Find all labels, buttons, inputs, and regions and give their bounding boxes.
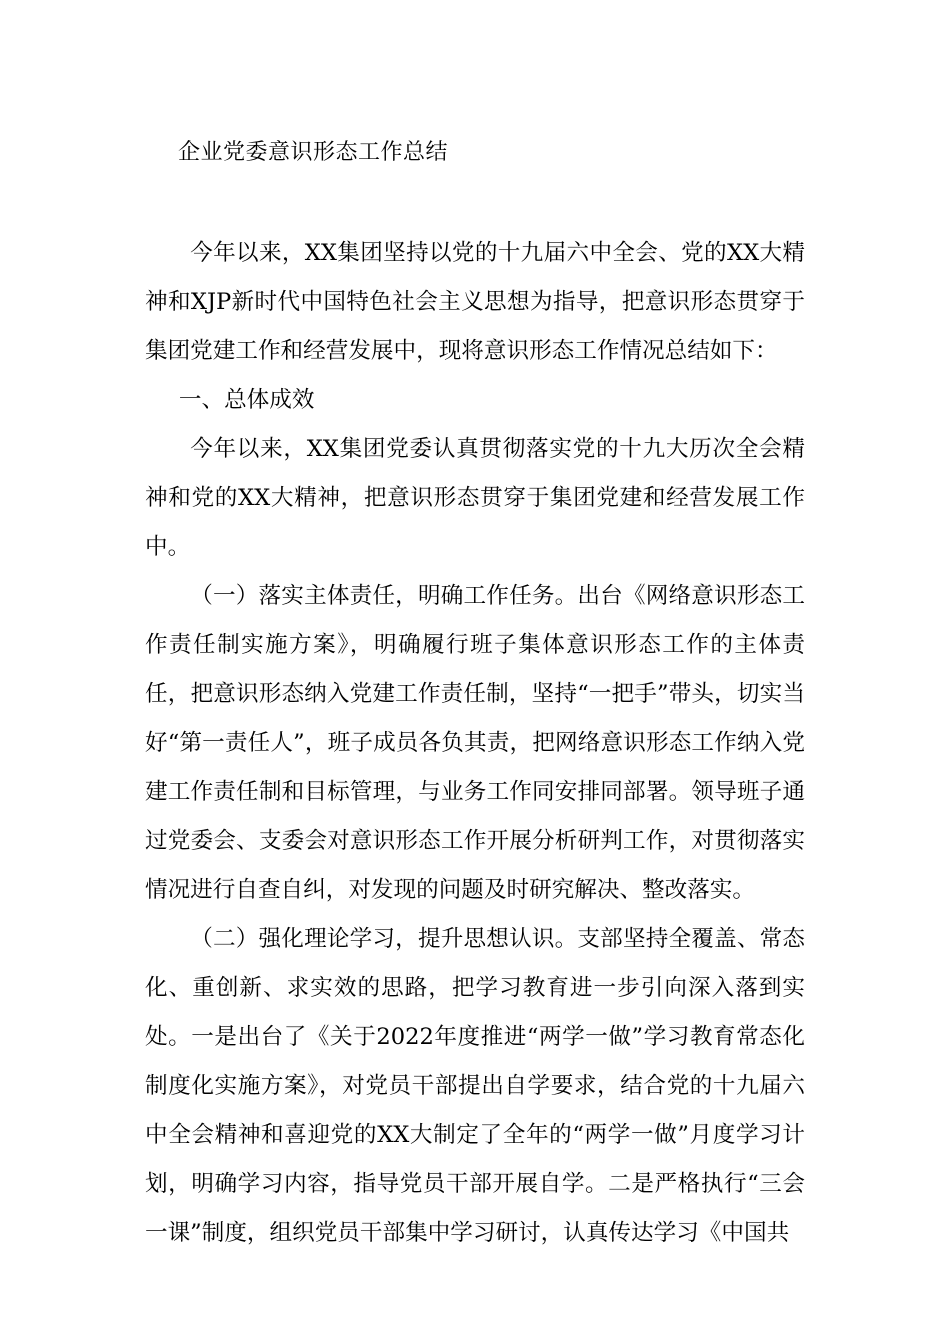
document-body bbox=[145, 229, 805, 1258]
overall-results-paragraph: 今年以来，XX集团党委认真贯彻落实党的十九大历次全会精神和党的XX大精神，把意识形态贯穿于集团党建和经营发展工作中。 bbox=[145, 436, 805, 560]
intro-paragraph: 今年以来，XX集团坚持以党的十九届六中全会、党的XX大精神和XJP新时代中国特色社会主义思想为指导，把意识形态贯穿于集团党建工作和经营发展中，现将意识形态工作情况总结如下： bbox=[145, 240, 805, 364]
section-heading-overall-results: 一、总体成效 bbox=[178, 387, 315, 413]
theory-study-paragraph: （二）强化理论学习，提升思想认识。支部坚持全覆盖、常态化、重创新、求实效的思路，把学习教育进一步引向深入落到实处。一是出台了《关于2022年度推进“两学一做”学习教育常态化制度化实施方案》，对党员干部提出自学要求，结合党的十九届六中全会精神和喜迎党的XX大制定了全年的“两学一做”月度学习计划，明确学习内容，指导党员干部开展自学。二是严格执行“三会一课”制度，组织党员干部集中学习研讨，认真传达学习《中国共 bbox=[145, 926, 805, 1246]
document-title: 企业党委意识形态工作总结 bbox=[178, 140, 449, 165]
responsibility-paragraph: （一）落实主体责任，明确工作任务。出台《网络意识形态工作责任制实施方案》，明确履行班子集体意识形态工作的主体责任，把意识形态纳入党建工作责任制，坚持“一把手”带头，切实当好“第一责任人”，班子成员各负其责，把网络意识形态工作纳入党建工作责任制和目标管理，与业务工作同安排同部署。领导班子通过党委会、支委会对意识形态工作开展分析研判工作，对贯彻落实情况进行自查自纠，对发现的问题及时研究解决、整改落实。 bbox=[145, 583, 805, 903]
